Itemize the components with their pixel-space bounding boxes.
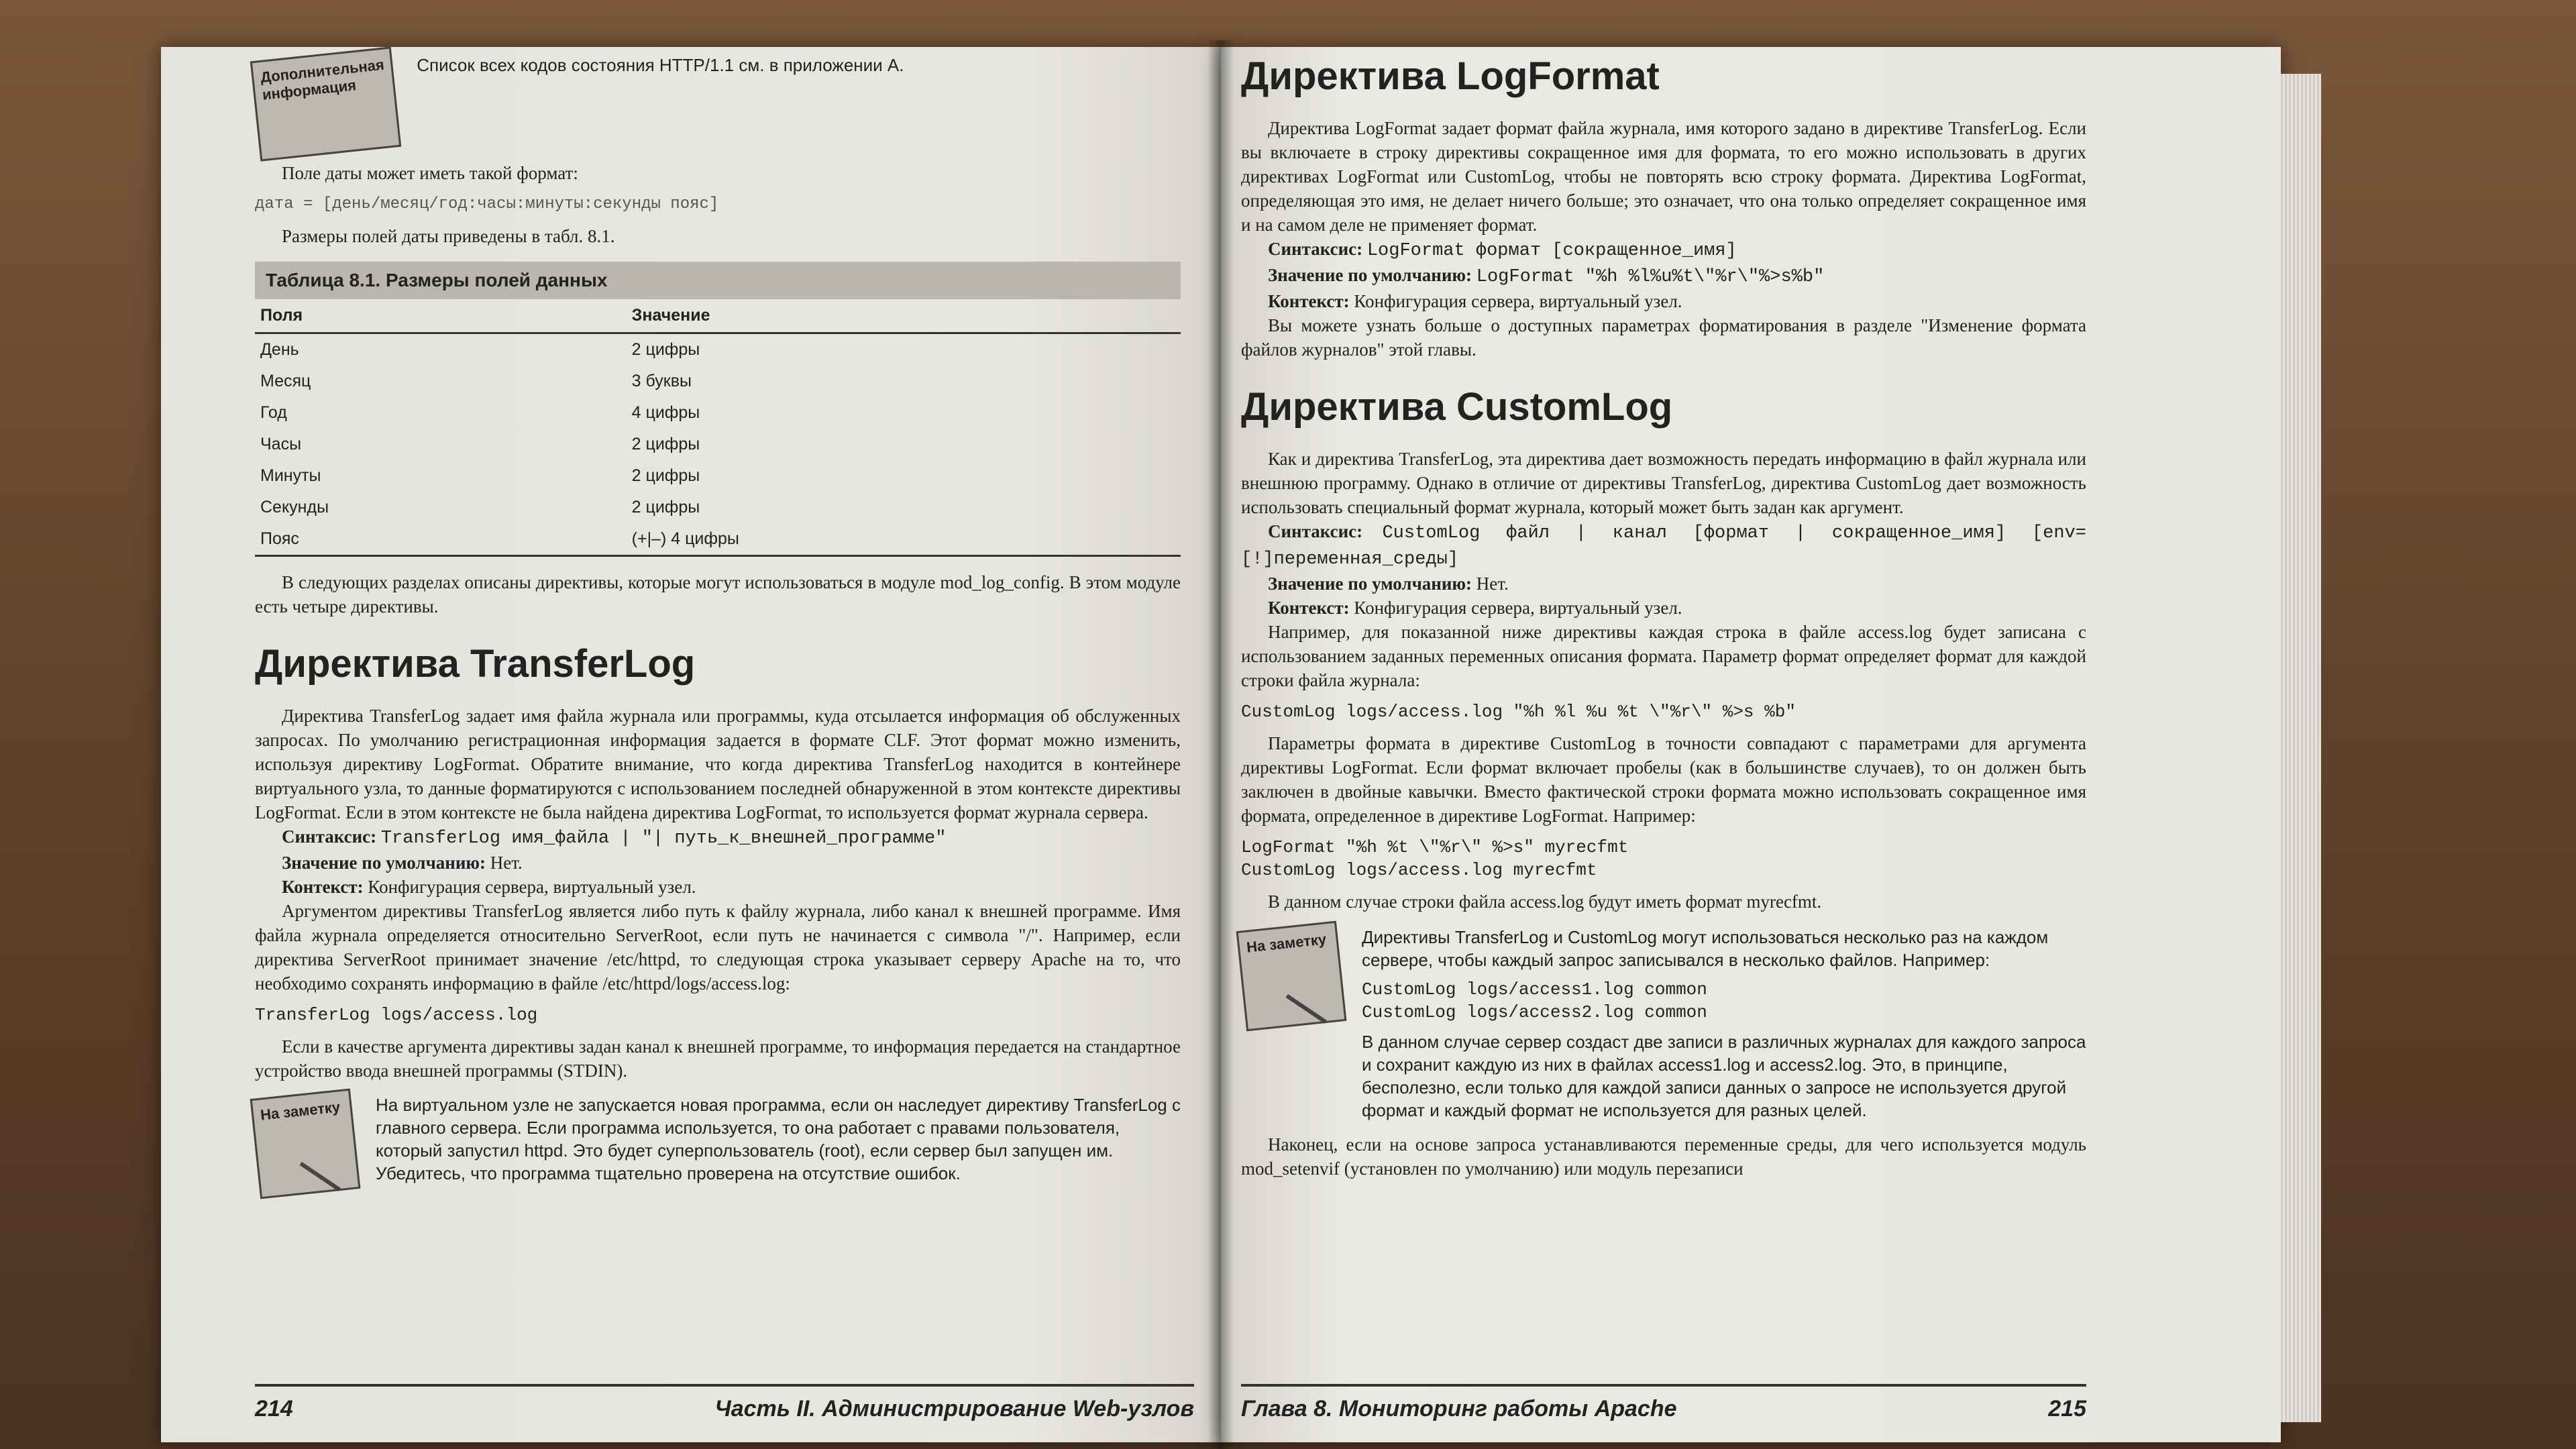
context-value: Конфигурация сервера, виртуальный узел. <box>1354 598 1682 618</box>
syntax-label: Синтаксис: <box>282 826 377 847</box>
note-text: На виртуальном узле не запускается новая программа, если он наследует директиву TransferLog с главного сервера. Если программа используется, то она работает с правами пользователя, который запустил httpd. Это будет суперпользователь (root), если сервер был запущен им. Убедитесь, что программа тщательно проверена на отсутствие ошибок. <box>376 1095 1181 1183</box>
example-paragraph: Например, для показанной ниже директивы каждая строка в файле access.log будет записана с использованием заданных переменных описания формата. Параметр формат определяет формат для каждой строки файла журнала: <box>1241 622 2086 690</box>
pen-icon <box>300 1162 341 1191</box>
syntax-value: CustomLog файл | канал [формат | сокращенное_имя] [env=[!]переменная_среды] <box>1241 523 2086 570</box>
table-cell: (+|–) 4 цифры <box>627 523 1181 556</box>
logformat-heading: Директива LogFormat <box>1241 54 1660 98</box>
syntax-label: Синтаксис: <box>1268 239 1363 259</box>
context-value: Конфигурация сервера, виртуальный узел. <box>1354 291 1682 311</box>
context-label: Контекст: <box>1268 291 1350 311</box>
note-body <box>1362 926 2086 1122</box>
transferlog-context <box>255 875 1181 899</box>
context-label: Контекст: <box>1268 598 1350 618</box>
table-header-value: Значение <box>627 299 1181 333</box>
syntax-value: LogFormat формат [сокращенное_имя] <box>1366 241 1737 261</box>
sections-paragraph: В следующих разделах описаны директивы, которые могут использоваться в модуле mod_log_config. В этом модуле есть четыре директивы. <box>255 572 1181 616</box>
book-gutter <box>1208 40 1234 1449</box>
myrecfmt-paragraph: В данном случае строки файла access.log будут иметь формат myrecfmt. <box>1268 892 1822 912</box>
date-format-paragraph: Поле даты может иметь такой формат: <box>282 163 578 183</box>
customlog-code: CustomLog logs/access.log "%h %l %u %t \"%r\" %>s %b" <box>1241 702 1796 722</box>
table-row <box>255 333 1181 366</box>
info-icon <box>250 46 402 161</box>
myrecfmt-code-1: LogFormat "%h %t \"%r\" %>s" myrecfmt <box>1241 837 1629 857</box>
pen-icon <box>1286 994 1327 1024</box>
logformat-paragraph: Директива LogFormat задает формат файла журнала, имя которого задано в директиве TransferLog. Если вы включаете в строку директивы сокращенное имя для формата, то его можно использовать в других директивах LogFormat или CustomLog, чтобы не повторять всю строку формата. Директива LogFormat, определяющая это имя, не делает ничего больше; это означает, что она только определяет сокращенное имя и на самом деле не применяет формат. <box>1241 118 2086 235</box>
page-number: 215 <box>2048 1396 2086 1421</box>
note-box <box>255 1093 1181 1194</box>
note-code-2: CustomLog logs/access2.log common <box>1362 1002 1707 1022</box>
page-number: 214 <box>255 1396 293 1421</box>
table-header-field: Поля <box>255 299 627 333</box>
fields-table <box>255 299 1181 557</box>
default-value: Нет. <box>490 853 523 873</box>
finally-paragraph: Наконец, если на основе запроса устанавливаются переменные среды, для чего используется модуль mod_setenvif (установлен по умолчанию) или модуль перезаписи <box>1241 1134 2086 1179</box>
transferlog-paragraph: Директива TransferLog задает имя файла журнала или программы, куда отсылается информация об обслуженных запросах. По умолчанию регистрационная информация задается в формате CLF. Этот формат можно изменить, используя директиву LogFormat. Обратите внимание, что когда директива TransferLog находится в контейнере виртуального узла, то данные форматируются с использованием последней обнаруженной в этом контексте директивы LogFormat. Если в этом контексте не была найдена директива LogFormat, то используется формат журнала сервера. <box>255 706 1181 822</box>
customlog-default <box>1241 572 2086 596</box>
table-row <box>255 460 1181 492</box>
table-row <box>255 429 1181 460</box>
table-cell: Часы <box>260 435 302 453</box>
logformat-syntax <box>1241 237 2086 263</box>
note-icon-label: На заметку <box>1245 930 1328 956</box>
logformat-context <box>1241 289 2086 313</box>
right-page-content <box>1241 54 2086 1181</box>
sidebar-note-text: Список всех кодов состояния HTTP/1.1 см. в приложении А. <box>417 55 904 75</box>
note-box <box>1241 926 2086 1122</box>
date-format-code: дата = [день/месяц/год:часы:минуты:секунды пояс] <box>255 195 719 213</box>
default-label: Значение по умолчанию: <box>1268 265 1472 285</box>
params-paragraph: Параметры формата в директиве CustomLog в точности совпадают с параметрами для аргумента директивы LogFormat. Если формат включает пробелы (как в большинстве случаев), то он должен быть заключен в двойные кавычки. Вместо фактической строки формата можно использовать сокращенное имя формата, определенное в директиве LogFormat. Например: <box>1241 733 2086 826</box>
default-value: Нет. <box>1476 574 1509 594</box>
customlog-context <box>1241 596 2086 620</box>
table-header-row <box>255 299 1181 333</box>
right-page-footer <box>1241 1384 2086 1422</box>
table-cell: 4 цифры <box>631 403 700 422</box>
table-cell: Месяц <box>260 372 311 390</box>
table-cell: 2 цифры <box>631 466 700 485</box>
context-label: Контекст: <box>282 877 364 897</box>
table-cell: 2 цифры <box>631 498 700 517</box>
table-row <box>255 492 1181 523</box>
logformat-default <box>1241 263 2086 289</box>
table-cell: Минуты <box>260 466 321 485</box>
table-row <box>255 366 1181 397</box>
note-icon-label: На заметку <box>259 1098 341 1124</box>
left-page-content <box>255 54 1181 1194</box>
sizes-paragraph: Размеры полей даты приведены в табл. 8.1. <box>282 226 615 246</box>
table-row <box>255 397 1181 429</box>
table-cell: 3 буквы <box>631 372 692 390</box>
left-page-footer <box>255 1384 1194 1422</box>
customlog-heading: Директива CustomLog <box>1241 385 1673 429</box>
note-text-2: В данном случае сервер создаст две записи в различных журналах для каждого запроса и сохранит каждую из них в файлах access1.log и access2.log. Это, в принципе, бесполезно, если только для каждой записи данных о запросе не используется другой формат и каждый формат не используется для разных целей. <box>1362 1032 2086 1120</box>
sidebar-note <box>255 54 1181 154</box>
default-label: Значение по умолчанию: <box>1268 574 1472 594</box>
table-cell: 2 цифры <box>631 435 700 453</box>
info-icon-label: Дополнительная информация <box>260 56 385 103</box>
running-title: Глава 8. Мониторинг работы Apache <box>1241 1396 1677 1421</box>
note-icon <box>250 1089 361 1199</box>
table-cell: День <box>260 340 299 359</box>
myrecfmt-code-2: CustomLog logs/access.log myrecfmt <box>1241 860 1597 880</box>
syntax-label: Синтаксис: <box>1268 521 1363 541</box>
table-cell: Пояс <box>255 523 627 556</box>
argument-paragraph: Аргументом директивы TransferLog является либо путь к файлу журнала, либо канал к внешней программе. Имя файла журнала определяется относительно ServerRoot, если путь не начинается с символа "/". Например, если директива ServerRoot принимает значение /etc/httpd, то следующая строка указывает серверу Apache на то, что необходимо сохранять информацию в файле /etc/httpd/logs/access.log: <box>255 901 1181 994</box>
more-paragraph: Вы можете узнать больше о доступных параметрах форматирования в разделе "Изменение формата файлов журналов" этой главы. <box>1241 315 2086 360</box>
default-value: LogFormat "%h %l%u%t\"%r\"%>s%b" <box>1476 267 1825 287</box>
table-title: Таблица 8.1. Размеры полей данных <box>255 262 1181 299</box>
note-text: Директивы TransferLog и CustomLog могут использоваться несколько раз на каждом сервере, чтобы каждый запрос записывался в несколько файлов. Например: <box>1362 927 2049 970</box>
table-row <box>255 523 1181 556</box>
channel-paragraph: Если в качестве аргумента директивы задан канал к внешней программе, то информация передается на стандартное устройство ввода внешней программы (STDIN). <box>255 1036 1181 1081</box>
customlog-syntax <box>1241 519 2086 572</box>
note-icon <box>1236 921 1347 1032</box>
transferlog-default <box>255 851 1181 875</box>
syntax-value: TransferLog имя_файла | "| путь_к_внешней_программе" <box>380 828 947 849</box>
running-title: Часть II. Администрирование Web-узлов <box>714 1396 1194 1421</box>
table-cell: Секунды <box>260 498 329 517</box>
table-cell: Год <box>260 403 287 422</box>
table-cell: 2 цифры <box>631 340 700 359</box>
customlog-paragraph: Как и директива TransferLog, эта директива дает возможность передать информацию в файл журнала или внешнюю программу. Однако в отличие от директивы TransferLog, директива CustomLog дает возможность использовать специальный формат журнала, который может быть задан как аргумент. <box>1241 449 2086 517</box>
transferlog-code: TransferLog logs/access.log <box>255 1005 538 1025</box>
fields-table-block <box>255 262 1181 557</box>
note-code-1: CustomLog logs/access1.log common <box>1362 979 1707 1000</box>
book-fore-edge <box>2281 74 2321 1422</box>
transferlog-syntax <box>255 824 1181 851</box>
transferlog-heading: Директива TransferLog <box>255 642 696 686</box>
context-value: Конфигурация сервера, виртуальный узел. <box>368 877 696 897</box>
default-label: Значение по умолчанию: <box>282 853 486 873</box>
